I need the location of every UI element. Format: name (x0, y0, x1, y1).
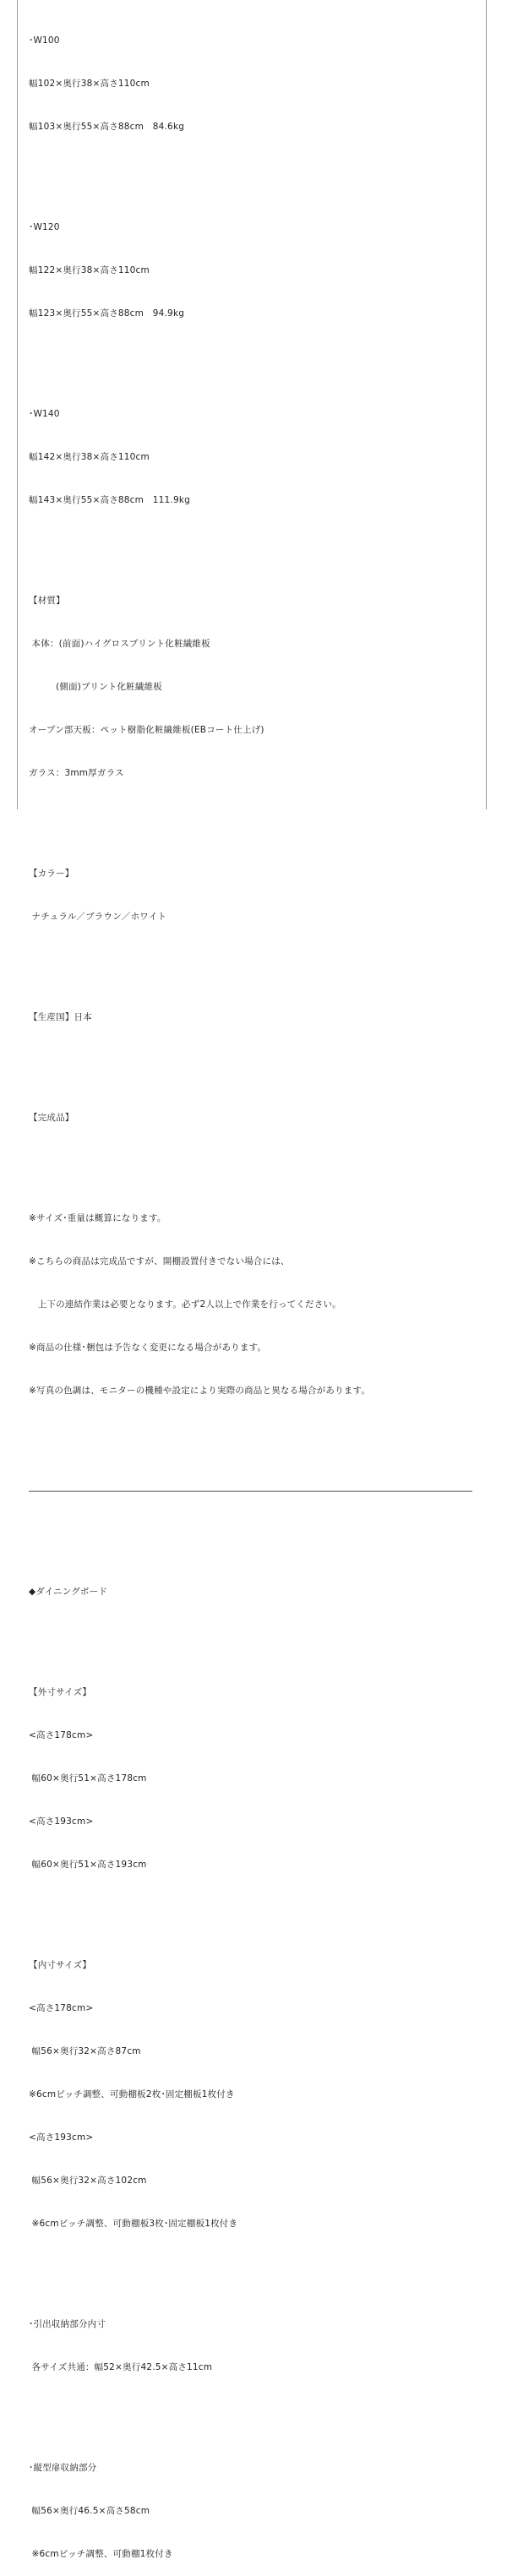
outer-size-h193-value: 幅60×奥行51×高さ193cm (29, 1860, 147, 1870)
material-line-1: 本体：(前面)ハイグロスプリント化粧繊維板 (29, 639, 210, 649)
spec-w100-line-1: 幅102×奥行38×高さ110cm (29, 79, 150, 89)
origin-text: 【生産国】日本 (29, 1012, 92, 1022)
product-spec-text (29, 5, 482, 2576)
color-line-1: ナチュラル／ブラウン／ホワイト (29, 912, 167, 922)
spacer (29, 1427, 482, 1441)
spec-w140-line-2: 幅143×奥行55×高さ88cm 111.9kg (29, 495, 190, 505)
spacer (29, 1054, 482, 1068)
vertical-door-note: ※6cmピッチ調整、可動棚1枚付き (29, 2549, 173, 2559)
material-heading: 【材質】 (29, 596, 65, 606)
drawer-heading: ･引出収納部分内寸 (29, 2319, 106, 2329)
material-line-3: オープン部天板：ペット樹脂化粧繊維板(EBコート仕上げ) (29, 725, 264, 735)
vertical-door-value: 幅56×奥行46.5×高さ58cm (29, 2506, 150, 2516)
spacer (29, 1901, 482, 1915)
spacer (29, 2260, 482, 2274)
spec-w120-heading: ･W120 (29, 222, 60, 232)
outer-size-h178-value: 幅60×奥行51×高さ178cm (29, 1773, 147, 1784)
spacer (29, 1628, 482, 1642)
dining-board-title: ◆ダイニングボード (29, 1587, 108, 1597)
spacer (29, 1154, 482, 1168)
spec-w100-heading: ･W100 (29, 35, 60, 46)
outer-size-h193-label: <高さ193cm> (29, 1816, 94, 1827)
outer-size-h178-label: <高さ178cm> (29, 1730, 94, 1740)
inner-size-heading: 【内寸サイズ】 (29, 1960, 92, 1970)
note-line-5: ※写真の色調は、モニターの機種や設定により実際の商品と異なる場合があります。 (29, 1386, 371, 1396)
spacer (29, 536, 482, 551)
spec-w100-line-2: 幅103×奥行55×高さ88cm 84.6kg (29, 122, 185, 132)
note-line-4: ※商品の仕様･梱包は予告なく変更になる場合があります。 (29, 1342, 267, 1353)
inner-size-h178-note: ※6cmピッチ調整、可動棚板2枚･固定棚板1枚付き (29, 2089, 235, 2099)
assembly-text: 【完成品】 (29, 1113, 74, 1123)
note-line-3: 上下の連結作業は必要となります。必ず2人以上で作業を行ってください。 (29, 1299, 341, 1310)
spec-w140-line-1: 幅142×奥行38×高さ110cm (29, 452, 150, 462)
spec-w140-heading: ･W140 (29, 409, 60, 419)
inner-size-h193-value: 幅56×奥行32×高さ102cm (29, 2176, 147, 2186)
color-heading: 【カラー】 (29, 869, 74, 879)
inner-size-h193-label: <高さ193cm> (29, 2132, 94, 2143)
spacer (29, 350, 482, 364)
note-line-2: ※こちらの商品は完成品ですが、開棚設置付きでない場合には、 (29, 1256, 290, 1266)
section-divider: ―――――――――――――――――――――――――――――――――――――――――――――――――― (29, 1486, 472, 1496)
spacer (29, 809, 482, 824)
spec-w120-line-2: 幅123×奥行55×高さ88cm 94.9kg (29, 308, 185, 319)
material-line-2: (側面)プリント化粧繊維板 (29, 682, 162, 692)
inner-size-h193-note: ※6cmピッチ調整、可動棚板3枚･固定棚板1枚付き (29, 2219, 238, 2229)
drawer-value: 各サイズ共通：幅52×奥行42.5×高さ11cm (29, 2362, 213, 2372)
spacer (29, 163, 482, 177)
material-line-4: ガラス：3mm厚ガラス (29, 768, 124, 778)
spacer (29, 953, 482, 967)
spacer (29, 1528, 482, 1542)
note-line-1: ※サイズ･重量は概算になります。 (29, 1213, 166, 1223)
outer-size-heading: 【外寸サイズ】 (29, 1687, 92, 1697)
spec-w120-line-1: 幅122×奥行38×高さ110cm (29, 265, 150, 275)
inner-size-h178-label: <高さ178cm> (29, 2003, 94, 2013)
spacer (29, 2404, 482, 2418)
inner-size-h178-value: 幅56×奥行32×高さ87cm (29, 2046, 141, 2056)
vertical-door-heading: ･縦型扉収納部分 (29, 2463, 97, 2473)
